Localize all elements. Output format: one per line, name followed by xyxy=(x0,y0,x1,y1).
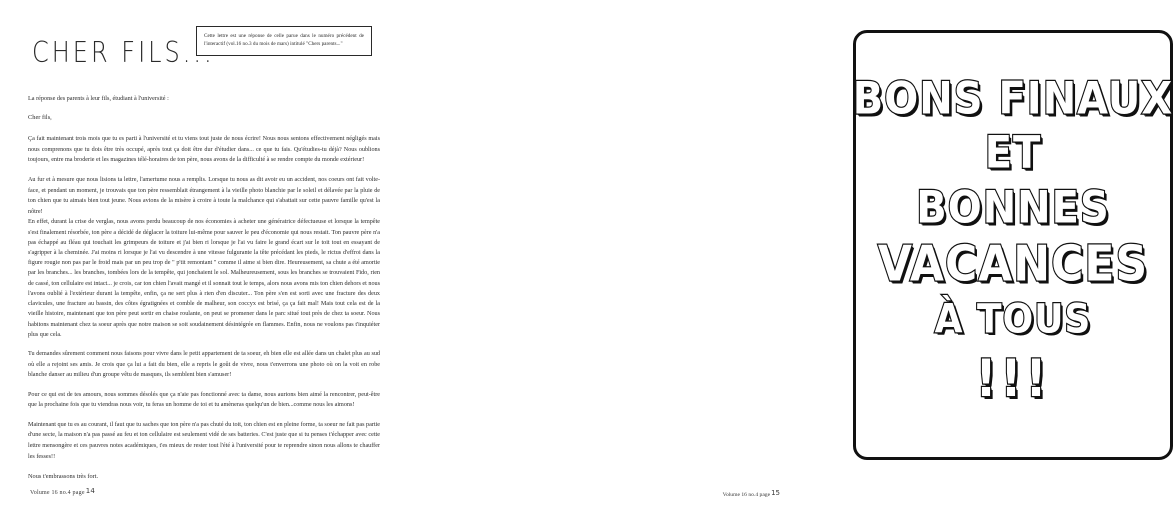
letter-body xyxy=(28,134,380,462)
letter-closing: Nous t'embrassons très fort. xyxy=(28,473,99,481)
paragraph: Ça fait maintenant trois mois que tu es parti à l'université et tu viens tout juste de nous écrire! Nous nous sentons effectivement négligés mais nous comprenons que tu dois être très occupé, après tout ça doit être dur d'étudier dans... ce que tu fais. Qu'étudies-tu déjà? Nous oublions toujours, entre ma broderie et les magazines télé-horaires de ton père, nous avons de la difficulté à se rendre compte du monde extérieur! xyxy=(28,136,380,164)
poster-line: BONS FINAUX xyxy=(852,72,1173,125)
footer-page-number: 14 xyxy=(85,487,95,495)
holiday-poster xyxy=(853,30,1173,460)
poster-line: ET xyxy=(984,127,1042,180)
footer-volume-label: Volume 16 no.4 page xyxy=(722,492,771,498)
editorial-note-box: Cette lettre est une réponse de celle parue dans le numéro précédent de l'interactif (vol.16 no.3 du mois de mars) intitulé "Chers parents..." xyxy=(196,26,372,56)
paragraph: Au fur et à mesure que nous lisions ta lettre, l'amertume nous a remplis. Lorsque tu nous as dit avoir eu un accident, nos coeurs ont fait volte-face, et pendant un moment, je trouvais que ton père ressemblait étrangement à la vieille photo blanchie par le soleil et délavée par la pluie de ton chien que tu aimais bien tout jeune. Nous avions de la misère à croire à toute la malchance qui s'abattait sur cette pauvre famille qu'est la nôtre! xyxy=(28,177,380,215)
poster-line: À TOUS xyxy=(934,296,1092,343)
poster-line: !!! xyxy=(975,347,1051,408)
paragraph: Tu demandes sûrement comment nous faisons pour vivre dans le petit appartement de ta soeur, eh bien elle est allée dans un chalet plus au sud où elle a rejoint ses amis. Je crois que ça lui a fait du bien, elle a repris le goût de vivre, nous t'enverrons une photo où on la voit en robe blanche danser au milieu d'un groupe vêtu de masques, ils semblent bien s'amuser! xyxy=(28,350,380,379)
poster-line: VACANCES xyxy=(877,235,1149,293)
paragraph: En effet, durant la crise de verglas, nous avons perdu beaucoup de nos économies à acheter une génératrice défectueuse et lorsque la tempête s'est finalement résorbée, ton père a décidé de déglacer la toiture lui-même pour sauver le peu d'économie qui nous restait. Ton pauvre père n'a pas échappé au fléau qui touchait les grimpeurs de toiture et j'ai bien ri lorsque je l'ai vu faire le grand écart sur le toit tout en essayant de s'agripper à la cheminée. J'ai moins ri lorsque je l'ai vu descendre à une vitesse fulgurante la tête précédant les pieds, le rictus d'effroi dans la figure rougie non pas par le froid mais par un peu trop de " p'tit remontant " comme il aime si bien dire. Heureusement, sa chute a été amortie par les branches... les branches, tombées lors de la tempête, qui jonchaient le sol. Malheureusement, sous les branches se trouvaient Fido, rien de cassé, ton cellulaire est intact... je crois, car ton chien l'avait mangé et il sonnait tout le temps, alors nous avons mis ton chien dehors et nous l'avons oublié à l'extérieur durant la tempête, enfin, ça ne sert plus à rien d'en discuter... Ton père s'en est sorti avec une fracture des deux clavicules, une fracture au bassin, des côtes égratignées et comble de malheur, son coccyx est brisé, ça ça fait mal! Mais tout cela est de la vieille histoire, maintenant que ton père peut sortir en chaise roulante, on peut se promener dans le parc situé tout près de chez ta soeur. Nous habitons maintenant chez ta soeur après que notre maison se soit soudainement désintégrée en flammes. Enfin, nous ne voulons pas t'inquiéter plus que cela. xyxy=(28,219,380,338)
footer-volume-label: Volume 16 no.4 page xyxy=(30,490,85,496)
left-page xyxy=(0,0,410,518)
page-title: CHER FILS... xyxy=(32,36,215,70)
footer-page-number: 15 xyxy=(771,489,780,497)
poster-line: BONNES xyxy=(916,182,1110,234)
left-page-footer xyxy=(30,487,95,496)
paragraph: Maintenant que tu es au courant, il faut que tu saches que ton père n'a pas chuté du toit, ton chien est en pleine forme, ta soeur ne fait pas partie d'une secte, la maison n'a pas passé au feu et ton cellulaire est seulement vidé de ses batteries. C'est juste que si tu penses t'échapper avec cette lettre mensongère et ces pauvres notes académiques, t'es mieux de rester tout l'été à l'université pour te reprendre sinon nous allons te chauffer les fesses!! xyxy=(28,421,380,460)
paragraph: Pour ce qui est de tes amours, nous sommes désolés que ça n'aie pas fonctionné avec ta dame, nous aurions bien aimé la rencontrer, peut-être que la prochaine fois que tu viendras nous voir, tu feras un homme de toi et tu amèneras quelqu'un de bien...comme nous les aimons! xyxy=(28,391,380,409)
letter-salutation: Cher fils, xyxy=(28,114,52,122)
article-subtitle: La réponse des parents à leur fils, étudiant à l'université : xyxy=(28,95,169,102)
right-page-footer xyxy=(723,489,780,498)
right-page xyxy=(410,0,1173,518)
